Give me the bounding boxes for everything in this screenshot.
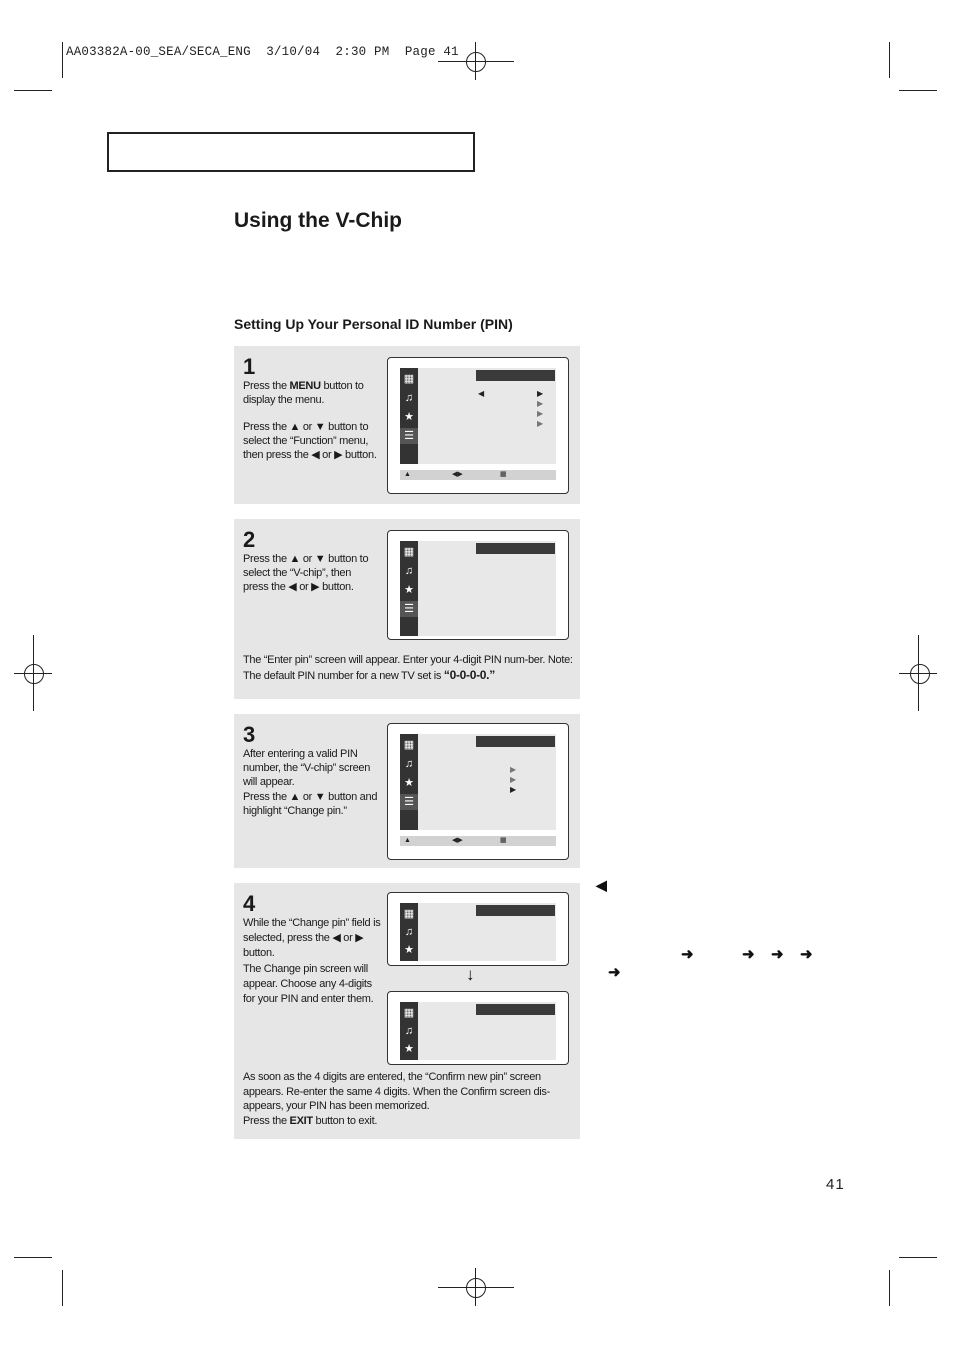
menu-icon: ▦	[500, 471, 507, 478]
step-instructions	[243, 747, 379, 831]
registration-mark	[910, 664, 930, 684]
menu-footer-bar	[400, 470, 556, 480]
registration-mark	[466, 1278, 486, 1298]
step-3-panel	[234, 714, 580, 868]
text: Press the	[243, 1114, 290, 1127]
picture-icon: ▦	[403, 373, 415, 385]
adjust-icon: ◀▶	[452, 837, 463, 844]
picture-icon: ▦	[403, 739, 415, 751]
text: After entering a valid PIN number, the “V-chip” screen will appear.	[243, 748, 371, 788]
text: As soon as the 4 digits are entered, the “Confirm new pin” screen appears. Re-enter the same 4 digits. When the Confirm screen dis-appears, your PIN has been memorized.	[243, 1071, 550, 1112]
sound-icon: ♫	[404, 392, 414, 404]
exit-key-label: EXIT	[289, 1114, 313, 1127]
menu-panel	[400, 541, 556, 636]
section-subtitle: Setting Up Your Personal ID Number (PIN)	[234, 316, 513, 332]
step-number: 2	[243, 527, 256, 552]
instruction-paragraph	[243, 747, 379, 789]
step-note	[243, 1070, 573, 1128]
text: Press the ▲ or ▼ button and highlight “Change pin.”	[243, 791, 378, 817]
right-triangle-icon: ▶	[510, 765, 517, 774]
crop-mark	[62, 1270, 63, 1306]
menu-title-bar	[476, 370, 555, 381]
channel-icon: ★	[404, 777, 414, 789]
sound-icon: ♫	[404, 1025, 414, 1037]
registration-mark	[466, 52, 486, 72]
function-icon: ☰	[400, 601, 418, 617]
menu-panel	[400, 734, 556, 830]
menu-title-bar	[476, 1004, 555, 1015]
right-arrow-icon: ➜	[771, 946, 784, 963]
instruction-paragraph	[243, 552, 379, 594]
menu-panel	[400, 368, 556, 464]
default-pin: “0-0-0-0.”	[443, 667, 495, 682]
text: Press the ▲ or ▼ button to select the “Function” menu, then press the ◀ or ▶ button.	[243, 421, 377, 461]
left-triangle-icon: ◀	[596, 877, 607, 893]
right-triangle-icon: ▶	[537, 419, 544, 428]
tv-menu-screen	[387, 357, 569, 494]
menu-icon-column	[400, 903, 418, 961]
crop-mark	[438, 1287, 514, 1288]
step-instructions	[243, 552, 379, 607]
picture-icon: ▦	[403, 908, 415, 920]
right-arrow-icon: ➜	[742, 946, 755, 963]
menu-title-bar	[476, 905, 555, 916]
right-arrow-icon: ➜	[608, 964, 621, 981]
channel-icon: ★	[404, 944, 414, 956]
tv-menu-screen	[387, 991, 569, 1065]
crop-mark	[889, 42, 890, 78]
adjust-icon: ◀▶	[452, 471, 463, 478]
section-header-box	[107, 132, 475, 172]
menu-title-bar	[476, 736, 555, 747]
registration-mark	[24, 664, 44, 684]
text: Press the	[243, 380, 290, 392]
move-icon: ▲	[404, 837, 411, 844]
menu-icon-column	[400, 1002, 418, 1060]
menu-icon-column	[400, 368, 418, 464]
step-note	[243, 653, 573, 683]
crop-mark	[62, 42, 63, 78]
text: The “Enter pin” screen will appear. Enter your 4-digit PIN num-ber. Note: The default PIN number for a new TV set is	[243, 654, 573, 682]
right-triangle-icon: ▶	[510, 785, 517, 794]
text: button to exit.	[312, 1114, 378, 1127]
menu-key-label: MENU	[289, 380, 321, 392]
crop-mark	[899, 90, 937, 91]
sound-icon: ♫	[404, 758, 414, 770]
tv-menu-screen	[387, 530, 569, 640]
function-icon: ☰	[400, 794, 418, 810]
menu-icon-column	[400, 541, 418, 636]
channel-icon: ★	[404, 1043, 414, 1055]
exit-instruction	[243, 1114, 573, 1129]
menu-footer-bar	[400, 836, 556, 846]
text: The Change pin screen will appear. Choose any 4-digits for your PIN and enter them.	[243, 963, 374, 1005]
crop-mark	[14, 90, 52, 91]
function-icon: ☰	[400, 428, 418, 444]
menu-title-bar	[476, 543, 555, 554]
sound-icon: ♫	[404, 926, 414, 938]
tv-menu-screen	[387, 892, 569, 966]
instruction-paragraph	[243, 790, 379, 818]
right-triangle-icon: ▶	[537, 389, 544, 398]
step-2-panel	[234, 519, 580, 699]
right-arrow-icon: ➜	[800, 946, 813, 963]
crop-mark	[899, 673, 937, 674]
crop-mark	[899, 1257, 937, 1258]
crop-mark	[889, 1270, 890, 1306]
right-triangle-icon: ▶	[510, 775, 517, 784]
step-instructions	[243, 379, 379, 475]
step-number: 1	[243, 354, 256, 379]
step-number: 4	[243, 891, 256, 916]
text: While the “Change pin” field is selected, press the ◀ or ▶ button.	[243, 917, 381, 959]
picture-icon: ▦	[403, 1007, 415, 1019]
crop-mark	[14, 673, 52, 674]
step-1-panel	[234, 346, 580, 504]
instruction-paragraph	[243, 420, 379, 462]
menu-icon-column	[400, 734, 418, 830]
text: button to display the menu.	[243, 380, 364, 406]
channel-icon: ★	[404, 411, 414, 423]
right-triangle-icon: ▶	[537, 409, 544, 418]
right-arrow-icon: ➜	[681, 946, 694, 963]
channel-icon: ★	[404, 584, 414, 596]
instruction-paragraph	[243, 916, 383, 961]
print-slug: AA03382A-00_SEA/SECA_ENG 3/10/04 2:30 PM Page 41	[66, 45, 459, 59]
step-number: 3	[243, 722, 256, 747]
instruction-paragraph	[243, 379, 379, 407]
left-triangle-icon: ◀	[478, 389, 485, 398]
down-arrow-icon: ↓	[466, 965, 475, 984]
page-title: Using the V-Chip	[234, 209, 402, 232]
step-instructions	[243, 916, 383, 1020]
tv-menu-screen	[387, 723, 569, 860]
instruction-paragraph	[243, 962, 383, 1007]
sound-icon: ♫	[404, 565, 414, 577]
crop-mark	[14, 1257, 52, 1258]
step-4-panel	[234, 883, 580, 1139]
text: Press the ▲ or ▼ button to select the “V-chip”, then press the ◀ or ▶ button.	[243, 553, 369, 593]
picture-icon: ▦	[403, 546, 415, 558]
crop-mark	[438, 61, 514, 62]
move-icon: ▲	[404, 471, 411, 478]
right-triangle-icon: ▶	[537, 399, 544, 408]
page-number: 41	[826, 1176, 845, 1193]
menu-icon: ▦	[500, 837, 507, 844]
